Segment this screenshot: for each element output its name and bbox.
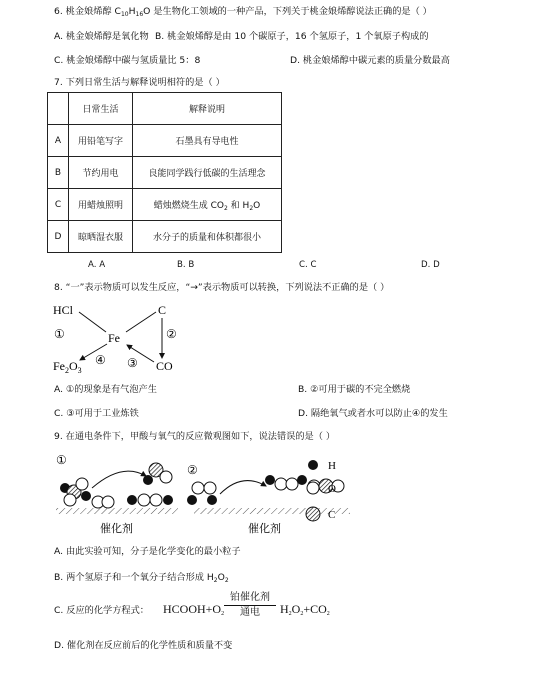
q7-option-b: B. B [177,260,195,270]
q8-option-a: A. ①的现象是有气泡产生 [54,384,157,395]
c-label: C [158,303,167,317]
q9-equation-condition [224,592,276,619]
table-row [48,125,282,157]
q9-micro-diagram [52,450,382,538]
c-fe-line [126,312,156,332]
panel-2-molecules [187,475,344,505]
co-label: CO [156,359,173,373]
table-header-cell [48,93,69,125]
hcl-label: HCl [53,303,74,317]
q9-equation-right: $H_2O_2+CO_2$ [280,602,330,617]
reaction-3-label: ③ [127,356,138,370]
row-life: 用铅笔写字 [69,125,133,157]
q9-option-a: A. 由此实验可知，分子是化学变化的最小粒子 [54,546,241,557]
table-header-row [48,93,282,125]
row-label: B [48,157,69,189]
row-label: C [48,189,69,221]
q9-equation-left: $HCOOH+O_2$ [163,602,225,617]
row-life: 节约用电 [69,157,133,189]
reaction-2-label: ② [166,327,177,341]
legend-c-marker [306,507,320,521]
panel-1-label: ① [56,453,67,467]
table-header-cell: 解释说明 [133,93,282,125]
panel-2-catalyst-label: 催化剂 [248,523,281,535]
panel-2-catalyst-surface [194,508,350,514]
q6-option-c: C. 桃金娘烯醇中碳与氢质量比 5：8 [54,55,201,66]
condition-top: 铂催化剂 [230,592,270,603]
table-row [48,189,282,221]
table-row [48,221,282,253]
q8-option-b: B. ②可用于碳的不完全燃烧 [298,384,411,395]
row-label: A [48,125,69,157]
condition-bottom: 通电 [240,607,260,618]
panel-1-catalyst-surface [56,508,178,514]
reaction-4-label: ④ [95,353,106,367]
table-row [48,157,282,189]
q7-option-c: C. C [299,260,317,270]
q7-option-d: D. D [421,260,440,270]
fe2o3-label: $Fe_2O_3$ [53,359,82,375]
q6-option-b: B. 桃金娘烯醇是由 10 个碳原子，16 个氢原子，1 个氧原子构成的 [155,31,429,42]
legend-h-marker [308,460,318,470]
panel-2-label: ② [187,463,198,477]
legend-c: C [328,509,336,521]
row-explain: 蜡烛燃烧生成 $CO_2$ 和 $H_2O$ [133,189,282,221]
q9-stem: 9. 在通电条件下，甲酸与氧气的反应微观图如下，说法错误的是（ ） [54,431,336,442]
q6-option-a: A. 桃金娘烯醇是氧化物 [54,31,149,42]
q9-option-d: D. 催化剂在反应前后的化学性质和质量不变 [54,640,233,651]
q9-option-b: B. 两个氢原子和一个氧分子结合形成 $H_2O_2$ [54,572,229,584]
q7-table [47,92,282,253]
row-label: D [48,221,69,253]
row-life: 晾晒湿衣服 [69,221,133,253]
legend-h: H [328,460,336,472]
q8-transformation-diagram [50,298,200,380]
row-explain: 石墨具有导电性 [133,125,282,157]
q7-stem: 7. 下列日常生活与解释说明相符的是（ ） [54,77,225,88]
q7-option-a: A. A [88,260,106,270]
q8-option-c: C. ③可用于工业炼铁 [54,408,139,419]
legend-o-marker [307,482,319,494]
panel-1-catalyst-label: 催化剂 [100,523,133,535]
q9-option-c-prefix: C. 反应的化学方程式： [54,605,149,616]
legend-o: O [328,483,336,495]
row-life: 用蜡烛照明 [69,189,133,221]
panel-1-molecules [60,463,173,508]
q6-stem: 6. 桃金娘烯醇 $C_{10}H_{16}O$ 是生物化工领域的一种产品，下列关于桃金娘烯醇说法正确的是（ ） [54,6,432,18]
equation-bar [224,605,276,606]
q8-stem: 8. “一”表示物质可以发生反应，“→”表示物质可以转换，下列说法不正确的是（ ） [54,282,390,293]
table-header-cell: 日常生活 [69,93,133,125]
fe-label: Fe [108,331,120,345]
row-explain: 良能同学践行低碳的生活理念 [133,157,282,189]
row-explain: 水分子的质量和体积都很小 [133,221,282,253]
q8-option-d: D. 隔绝氧气或者水可以防止④的发生 [298,408,448,419]
q6-option-d: D. 桃金娘烯醇中碳元素的质量分数最高 [290,55,450,66]
hcl-fe-line [79,312,106,332]
reaction-1-label: ① [54,327,65,341]
